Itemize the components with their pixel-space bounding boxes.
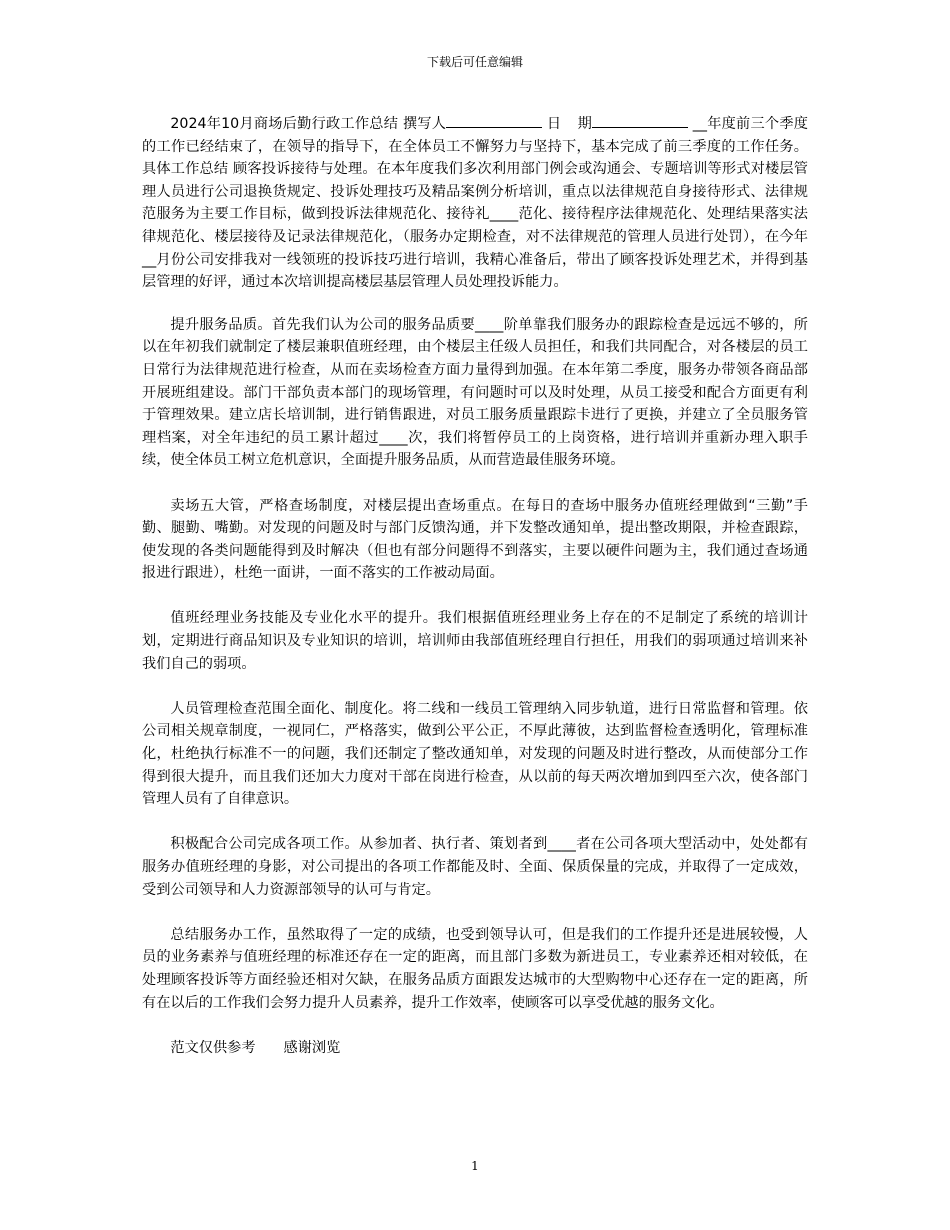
paragraph-manager-skills: 值班经理业务技能及专业化水平的提升。我们根据值班经理业务上存在的不足制定了系统的培训计划，定期进行商品知识及专业知识的培训，培训师由我部值班经理自行担任，用我们的弱项通过培训来补我们自己的弱项。 bbox=[142, 610, 808, 672]
date-label-1: 日 bbox=[546, 116, 562, 132]
paragraph-intro bbox=[142, 113, 808, 294]
paragraph-staff-management: 人员管理检查范围全面化、制度化。将二线和一线员工管理纳入同步轨道，进行日常监督和管理。依公司相关规章制度，一视同仁，严格落实，做到公平公正，不厚此薄彼，达到监督检查透明化，管理标准化，杜绝执行标准不一的问题，我们还制定了整改通知单，对发现的问题及时进行整改，从而使部分工作得到很大提升，而且我们还加大力度对干部在岗进行检查，从以前的每天两次增加到四至六次，使各部门管理人员有了自律意识。 bbox=[142, 700, 808, 808]
date-label-2: 期 bbox=[577, 116, 593, 132]
author-blank bbox=[446, 113, 542, 128]
paragraph-1-text: __年度前三个季度的工作已经结束了，在领导的指导下，在全体员工不懈努力与坚持下，基本完成了前三季度的工作任务。具体工作总结 顾客投诉接待与处理。在本年度我们多次利用部门例会或沟通会、专题培训等形式对楼层管理人员进行公司退换货规定、投诉处理技巧及精品案例分析培训，重点以法律规范自身接待形式、法律规范服务为主要工作目标，做到投诉法律规范化、接待礼____范化、接待程序法律规范化、处理结果落实法律规范化、楼层接待及记录法律规范化，（服务办定期检查，对不法律规范的管理人员进行处罚），在今年__月份公司安排我对一线领班的投诉技巧进行培训，我精心准备后，带出了顾客投诉处理艺术，并得到基层管理的好评，通过本次培训提高楼层基层管理人员处理投诉能力。 bbox=[142, 116, 808, 291]
document-body bbox=[142, 113, 808, 1059]
page-number: 1 bbox=[471, 1159, 479, 1173]
closing-line bbox=[142, 1037, 808, 1060]
paragraph-summary: 总结服务办工作，虽然取得了一定的成绩，也受到领导认可，但是我们的工作提升还是进展较慢，人员的业务素养与值班经理的标准还存在一定的距离，而且部门多数为新进员工，专业素养还相对较低，在处理顾客投诉等方面经验还相对欠缺，在服务品质方面跟发达城市的大型购物中心还存在一定的距离，所有在以后的工作我们会努力提升人员素养，提升工作效率，使顾客可以享受优越的服务文化。 bbox=[142, 926, 808, 1011]
document-title: 2024年10月商场后勤行政工作总结 bbox=[170, 116, 399, 132]
closing-thanks-text: 感谢浏览 bbox=[283, 1039, 341, 1056]
paragraph-service-quality: 提升服务品质。首先我们认为公司的服务品质要____阶单靠我们服务办的跟踪检查是远远不够的，所以在年初我们就制定了楼层兼职值班经理，由个楼层主任级人员担任，和我们共同配合，对各楼层的员工日常行为法律规范进行检查，从而在卖场检查方面力量得到加强。在本年第二季度，服务办带领各商品部开展班组建设。部门干部负责本部门的现场管理，有问题时可以及时处理，从员工接受和配合方面更有利于管理效果。建立店长培训制，进行销售跟进，对员工服务质量跟踪卡进行了更换，并建立了全员服务管理档案，对全年违纪的员工累计超过____次，我们将暂停员工的上岗资格，进行培训并重新办理入职手续，使全体员工树立危机意识，全面提升服务品质，从而营造最佳服务环境。 bbox=[142, 316, 808, 469]
page-header-note: 下载后可任意编辑 bbox=[426, 55, 523, 69]
author-label: 撰写人 bbox=[402, 116, 447, 132]
closing-reference-text: 范文仅供参考 bbox=[170, 1039, 256, 1056]
paragraph-store-inspection: 卖场五大管，严格查场制度，对楼层提出查场重点。在每日的查场中服务办值班经理做到“三勤”手勤、腿勤、嘴勤。对发现的问题及时与部门反馈沟通，并下发整改通知单，提出整改期限，并检查跟踪，使发现的各类问题能得到及时解决（但也有部分问题得不到落实，主要以硬件问题为主，我们通过查场通报进行跟进），杜绝一面讲，一面不落实的工作被动局面。 bbox=[142, 497, 808, 582]
paragraph-company-cooperation: 积极配合公司完成各项工作。从参加者、执行者、策划者到____者在公司各项大型活动中，处处都有服务办值班经理的身影，对公司提出的各项工作都能及时、全面、保质保量的完成，并取得了一定成效，受到公司领导和人力资源部领导的认可与肯定。 bbox=[142, 836, 808, 898]
date-blank bbox=[592, 113, 688, 128]
